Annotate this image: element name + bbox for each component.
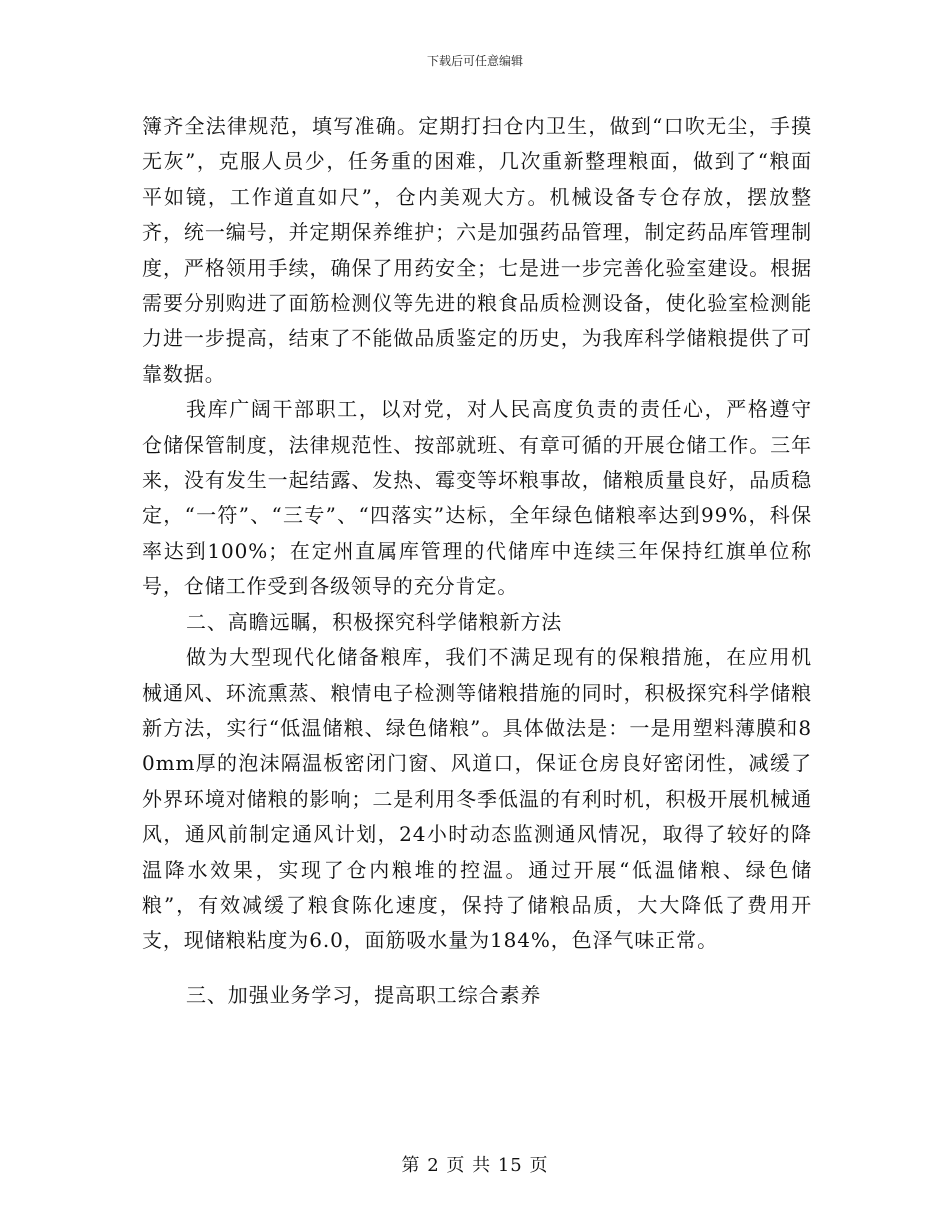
paragraph-staff-achievements: 我库广阔干部职工，以对党，对人民高度负责的责任心，严格遵守仓储保管制度，法律规范性、按部就班、有章可循的开展仓储工作。三年来，没有发生一起结露、发热、霉变等坏粮事故，储粮质量良好，品质稳定，“一符”、“三专”、“四落实”达标，全年绿色储粮率达到99%，科保率达到100%；在定州直属库管理的代储库中连续三年保持红旗单位称号，仓储工作受到各级领导的充分肯定。 xyxy=(142,397,812,599)
paragraph-new-methods: 做为大型现代化储备粮库，我们不满足现有的保粮措施，在应用机械通风、环流熏蒸、粮情电子检测等储粮措施的同时，积极探究科学储粮新方法，实行“低温储粮、绿色储粮”。具体做法是：一是用塑料薄膜和80mm厚的泡沫隔温板密闭门窗、风道口，保证仓房良好密闭性，减缓了外界环境对储粮的影响；二是利用冬季低温的有利时机，积极开展机械通风，通风前制定通风计划，24小时动态监测通风情况，取得了较好的降温降水效果，实现了仓内粮堆的控温。通过开展“低温储粮、绿色储粮”，有效减缓了粮食陈化速度，保持了储粮品质，大大降低了费用开支，现储粮粘度为6.0，面筋吸水量为184%，色泽气味正常。 xyxy=(142,645,812,953)
page-number: 第 2 页 共 15 页 xyxy=(401,1155,549,1176)
section-heading-three: 三、加强业务学习，提高职工综合素养 xyxy=(186,982,542,1007)
page-header-note: 下载后可任意编辑 xyxy=(426,54,523,68)
document-body xyxy=(142,109,812,1013)
paragraph-storage-management: 簿齐全法律规范，填写准确。定期打扫仓内卫生，做到“口吹无尘，手摸无灰”，克服人员少，任务重的困难，几次重新整理粮面，做到了“粮面平如镜，工作道直如尺”，仓内美观大方。机械设备专仓存放，摆放整齐，统一编号，并定期保养维护；六是加强药品管理，制定药品库管理制度，严格领用手续，确保了用药安全；七是进一步完善化验室建设。根据需要分别购进了面筋检测仪等先进的粮食品质检测设备，使化验室检测能力进一步提高，结束了不能做品质鉴定的历史，为我库科学储粮提供了可靠数据。 xyxy=(142,114,812,386)
section-heading-two: 二、高瞻远瞩，积极探究科学储粮新方法 xyxy=(186,609,563,634)
